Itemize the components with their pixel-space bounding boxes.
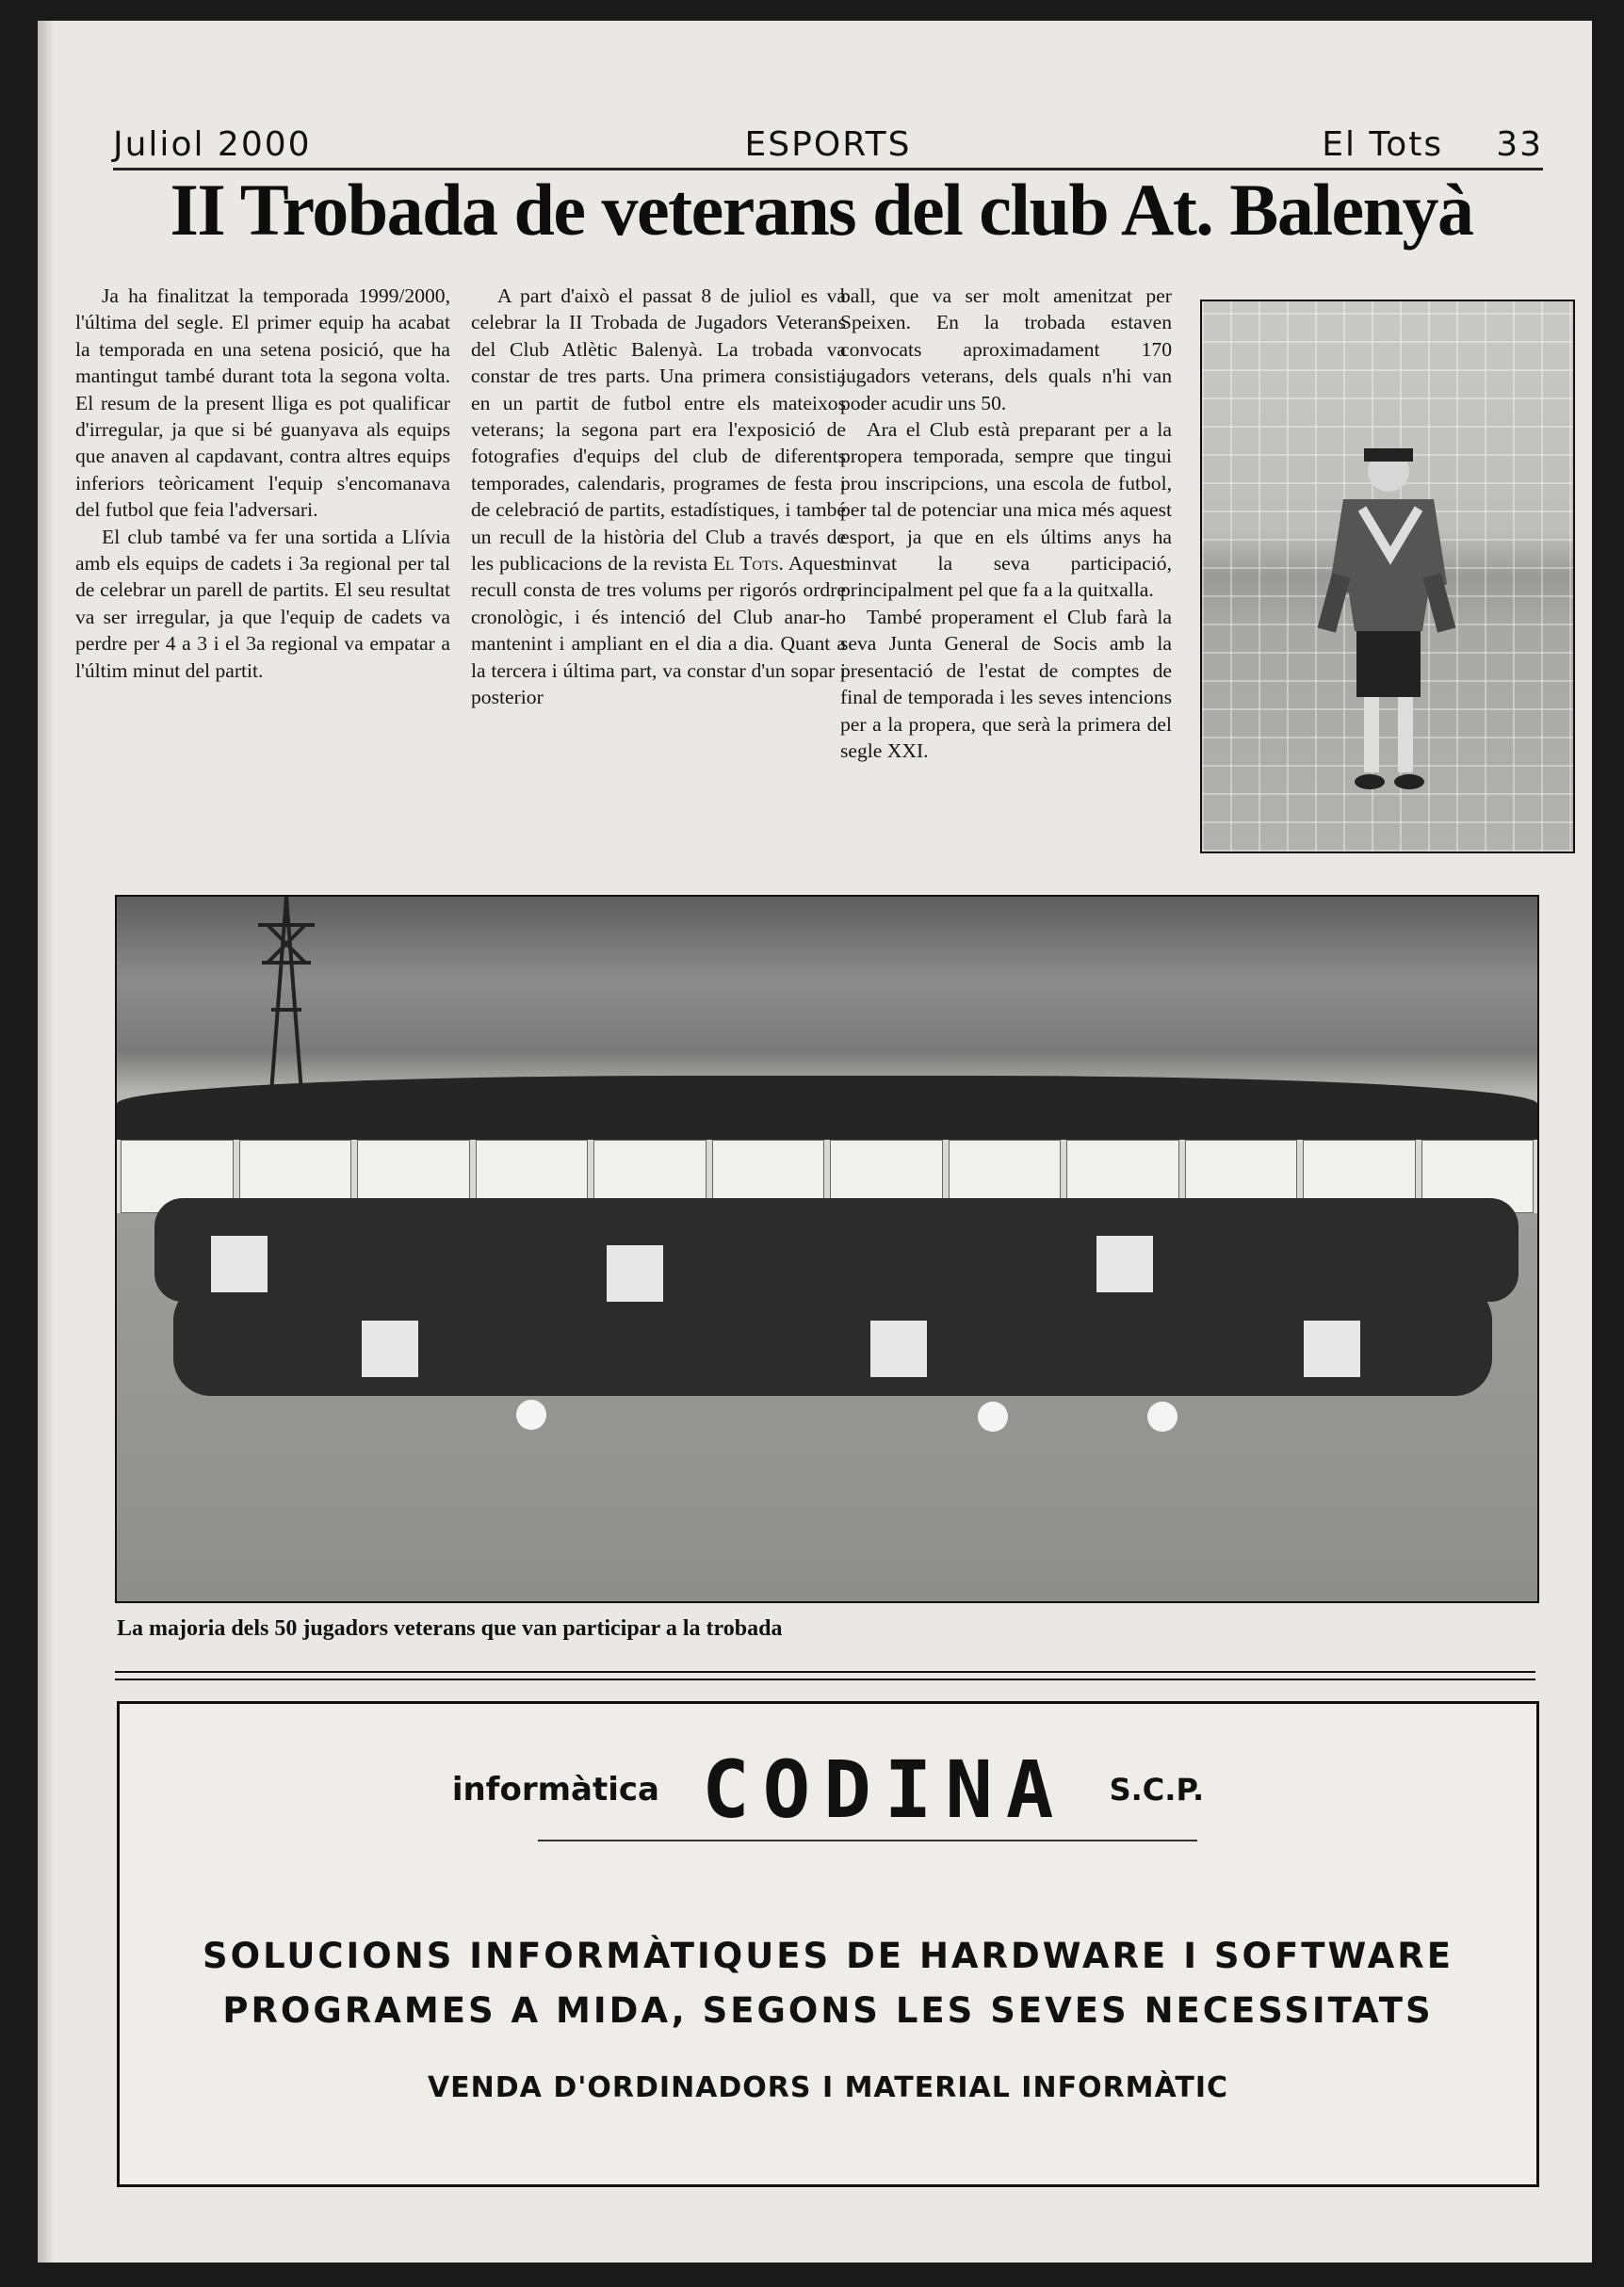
paragraph [471,283,846,711]
codina-logo: CODINA [702,1744,1067,1836]
ad-line-2: PROGRAMES A MIDA, SEGONS LES SEVES NECESSITATS [222,1990,1434,2031]
article-column-2 [471,283,846,711]
ad-suffix: S.C.P. [1109,1772,1205,1808]
ad-line-3: VENDA D'ORDINADORS I MATERIAL INFORMÀTIC [427,2071,1229,2104]
running-header [113,105,1543,170]
goalkeeper-figure [1306,443,1466,810]
paragraph: El club també va fer una sortida a Llívia amb els equips de cadets i 3a regional per tal de celebrar un parell de partits. El seu resultat va ser irregular, ja que l'equip de cadets va perdre per 4 a 3 i el 3a regional va empatar a l'últim minut del partit. [75,525,450,682]
publication-name: El Tots [1322,125,1444,164]
paragraph: Ara el Club està preparant per a la propera temporada, sempre que tingui prou inscripcions, una escola de futbol, per tal de potenciar una mica més aquest esport, ja que en els últims anys ha minvat la seva participació, principalment pel que fa a la quitxalla. [840,418,1172,602]
advertisement-codina [117,1701,1539,2187]
issue-date: Juliol 2000 [113,125,312,164]
article-title: II Trobada de veterans del club At. Balenyà [170,169,1473,251]
publication-and-page [1322,125,1543,164]
tree-line [117,1076,1537,1142]
article-column-1 [75,283,450,684]
paragraph: Ja ha finalitzat la temporada 1999/2000, l'última del segle. El primer equip ha acabat la temporada en una setena posició, que ha mantingut també durant tota la segona volta. El resum de la present lliga es pot qualificar d'irregular, ja que si bé guanyava als equips que anaven al capdavant, contra altres equips inferiors teòricament l'equip s'encomanava del futbol que feia l'adversari. [75,284,450,522]
ad-brand-line [120,1744,1536,1836]
ad-prefix: informàtica [451,1771,659,1809]
players-group [154,1179,1518,1443]
ad-rule [538,1840,1197,1841]
team-group-photo [115,895,1539,1603]
paragraph-text: A part d'això el passat 8 de juliol es va celebrar la II Trobada de Jugadors Veterans del Club Atlètic Balenyà. La trobada va constar de tres parts. Una primera consistia en un partit de futbol entre els mateixos veterans; la segona part era l'exposició de fotografies d'equips del club de diferents temporades, calendaris, programes de festa i de celebració de partits, estadístiques, i també un recull de la història del Club a través de les publicacions de la revista [471,284,846,576]
paragraph: També properament el Club farà la seva Junta General de Socis amb la presentació de l'estat de comptes de final de temporada i les seves intencions per a la propera, que serà la primera del segle XXI. [840,605,1172,762]
section-name: ESPORTS [744,125,912,164]
page-number: 33 [1496,125,1543,164]
goalkeeper-photo [1200,300,1575,853]
photo-caption: La majoria dels 50 jugadors veterans que van participar a la trobada [117,1616,783,1641]
paragraph-text: . Aquest recull consta de tres volums per rigorós ordre cronològic, i és intenció del Club anar-ho mantenint i ampliant en el dia a dia. Quant a la tercera i última part, va constar d'un sopar i posterior [471,552,846,709]
article-column-3 [840,283,1172,764]
divider [115,1671,1535,1673]
magazine-name: El Tots [712,552,779,576]
ad-line-1: SOLUCIONS INFORMÀTIQUES DE HARDWARE I SOFTWARE [202,1936,1454,1976]
paragraph: ball, que va ser molt amenitzat per Speixen. En la trobada estaven convocats aproximadament 170 jugadors veterans, dels quals n'hi van poder acudir uns 50. [840,284,1172,414]
divider [115,1679,1535,1680]
